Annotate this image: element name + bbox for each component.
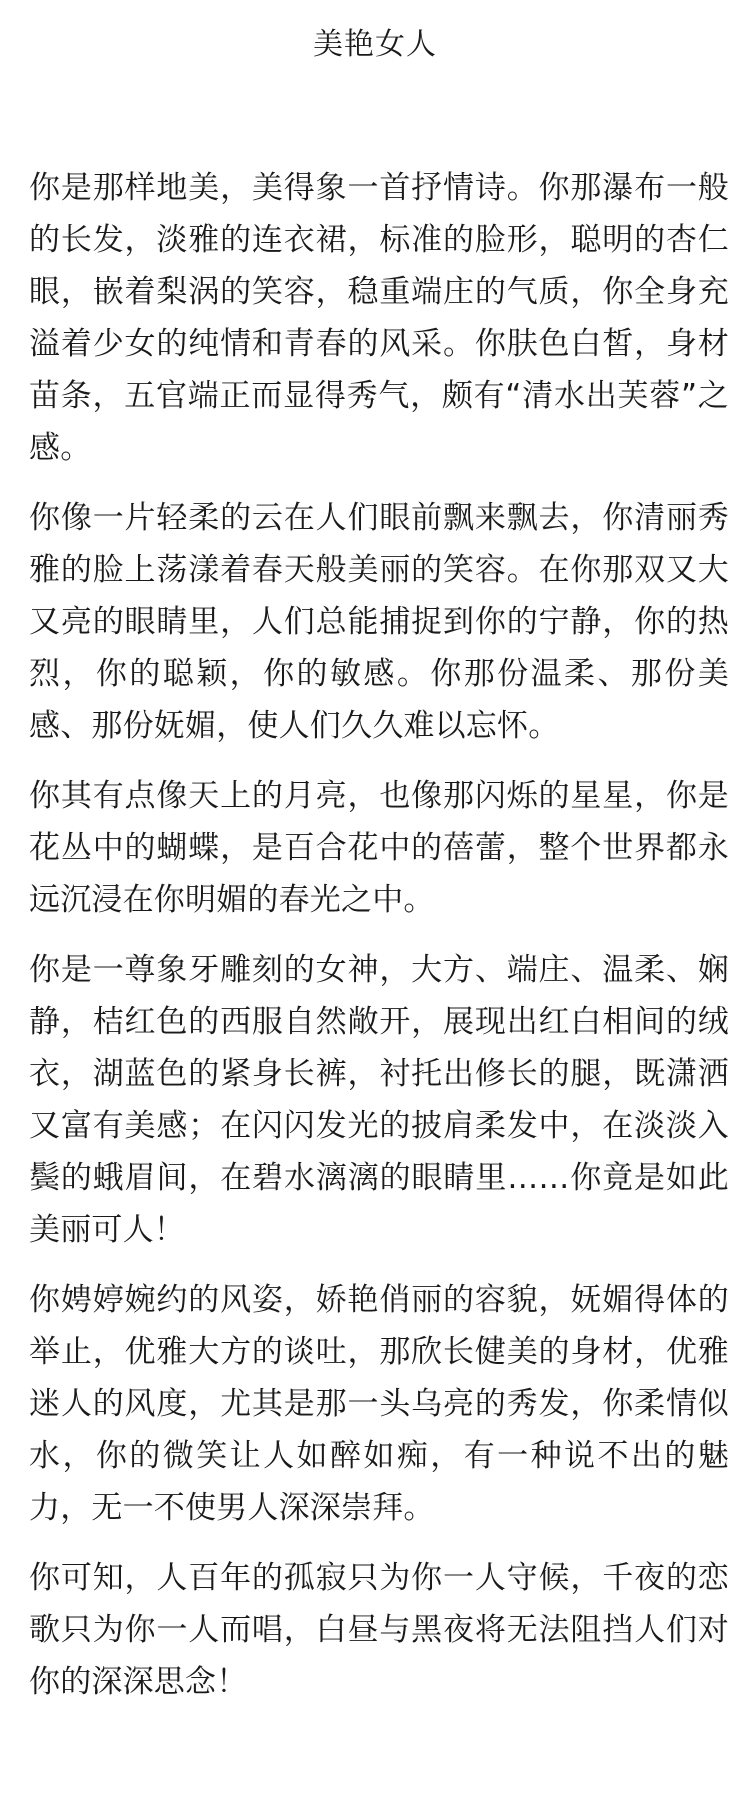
paragraph-5: 你娉婷婉约的风姿，娇艳俏丽的容貌，妩媚得体的举止，优雅大方的谈吐，那欣长健美的身材，优雅迷人的风度，尤其是那一头乌亮的秀发，你柔情似水，你的微笑让人如醉如痴，有一种说不出的魅力，无一不使男人深深崇拜。	[29, 1282, 729, 1526]
article-title: 美艳女人	[313, 27, 437, 62]
paragraph-3: 你其有点像天上的月亮，也像那闪烁的星星，你是花丛中的蝴蝶，是百合花中的蓓蕾，整个世界都永远沉浸在你明媚的春光之中。	[29, 778, 729, 918]
paragraph-4: 你是一尊象牙雕刻的女神，大方、端庄、温柔、娴静，桔红色的西服自然敞开，展现出红白相间的绒衣，湖蓝色的紧身长裤，衬托出修长的腿，既潇洒又富有美感；在闪闪发光的披肩柔发中，在淡淡入鬓的蛾眉间，在碧水漓漓的眼睛里……你竟是如此美丽可人！	[29, 952, 729, 1248]
paragraph-1: 你是那样地美，美得象一首抒情诗。你那瀑布一般的长发，淡雅的连衣裙，标准的脸形，聪明的杏仁眼，嵌着梨涡的笑容，稳重端庄的气质，你全身充溢着少女的纯情和青春的风采。你肤色白皙，身材苗条，五官端正而显得秀气，颇有“清水出芙蓉”之感。	[29, 170, 729, 466]
article-body	[29, 162, 729, 1726]
paragraph-6: 你可知，人百年的孤寂只为你一人守候，千夜的恋歌只为你一人而唱，白昼与黑夜将无法阻挡人们对你的深深思念！	[29, 1560, 729, 1700]
paragraph-2: 你像一片轻柔的云在人们眼前飘来飘去，你清丽秀雅的脸上荡漾着春天般美丽的笑容。在你那双又大又亮的眼睛里，人们总能捕捉到你的宁静，你的热烈，你的聪颖，你的敏感。你那份温柔、那份美感、那份妩媚，使人们久久难以忘怀。	[29, 500, 729, 744]
